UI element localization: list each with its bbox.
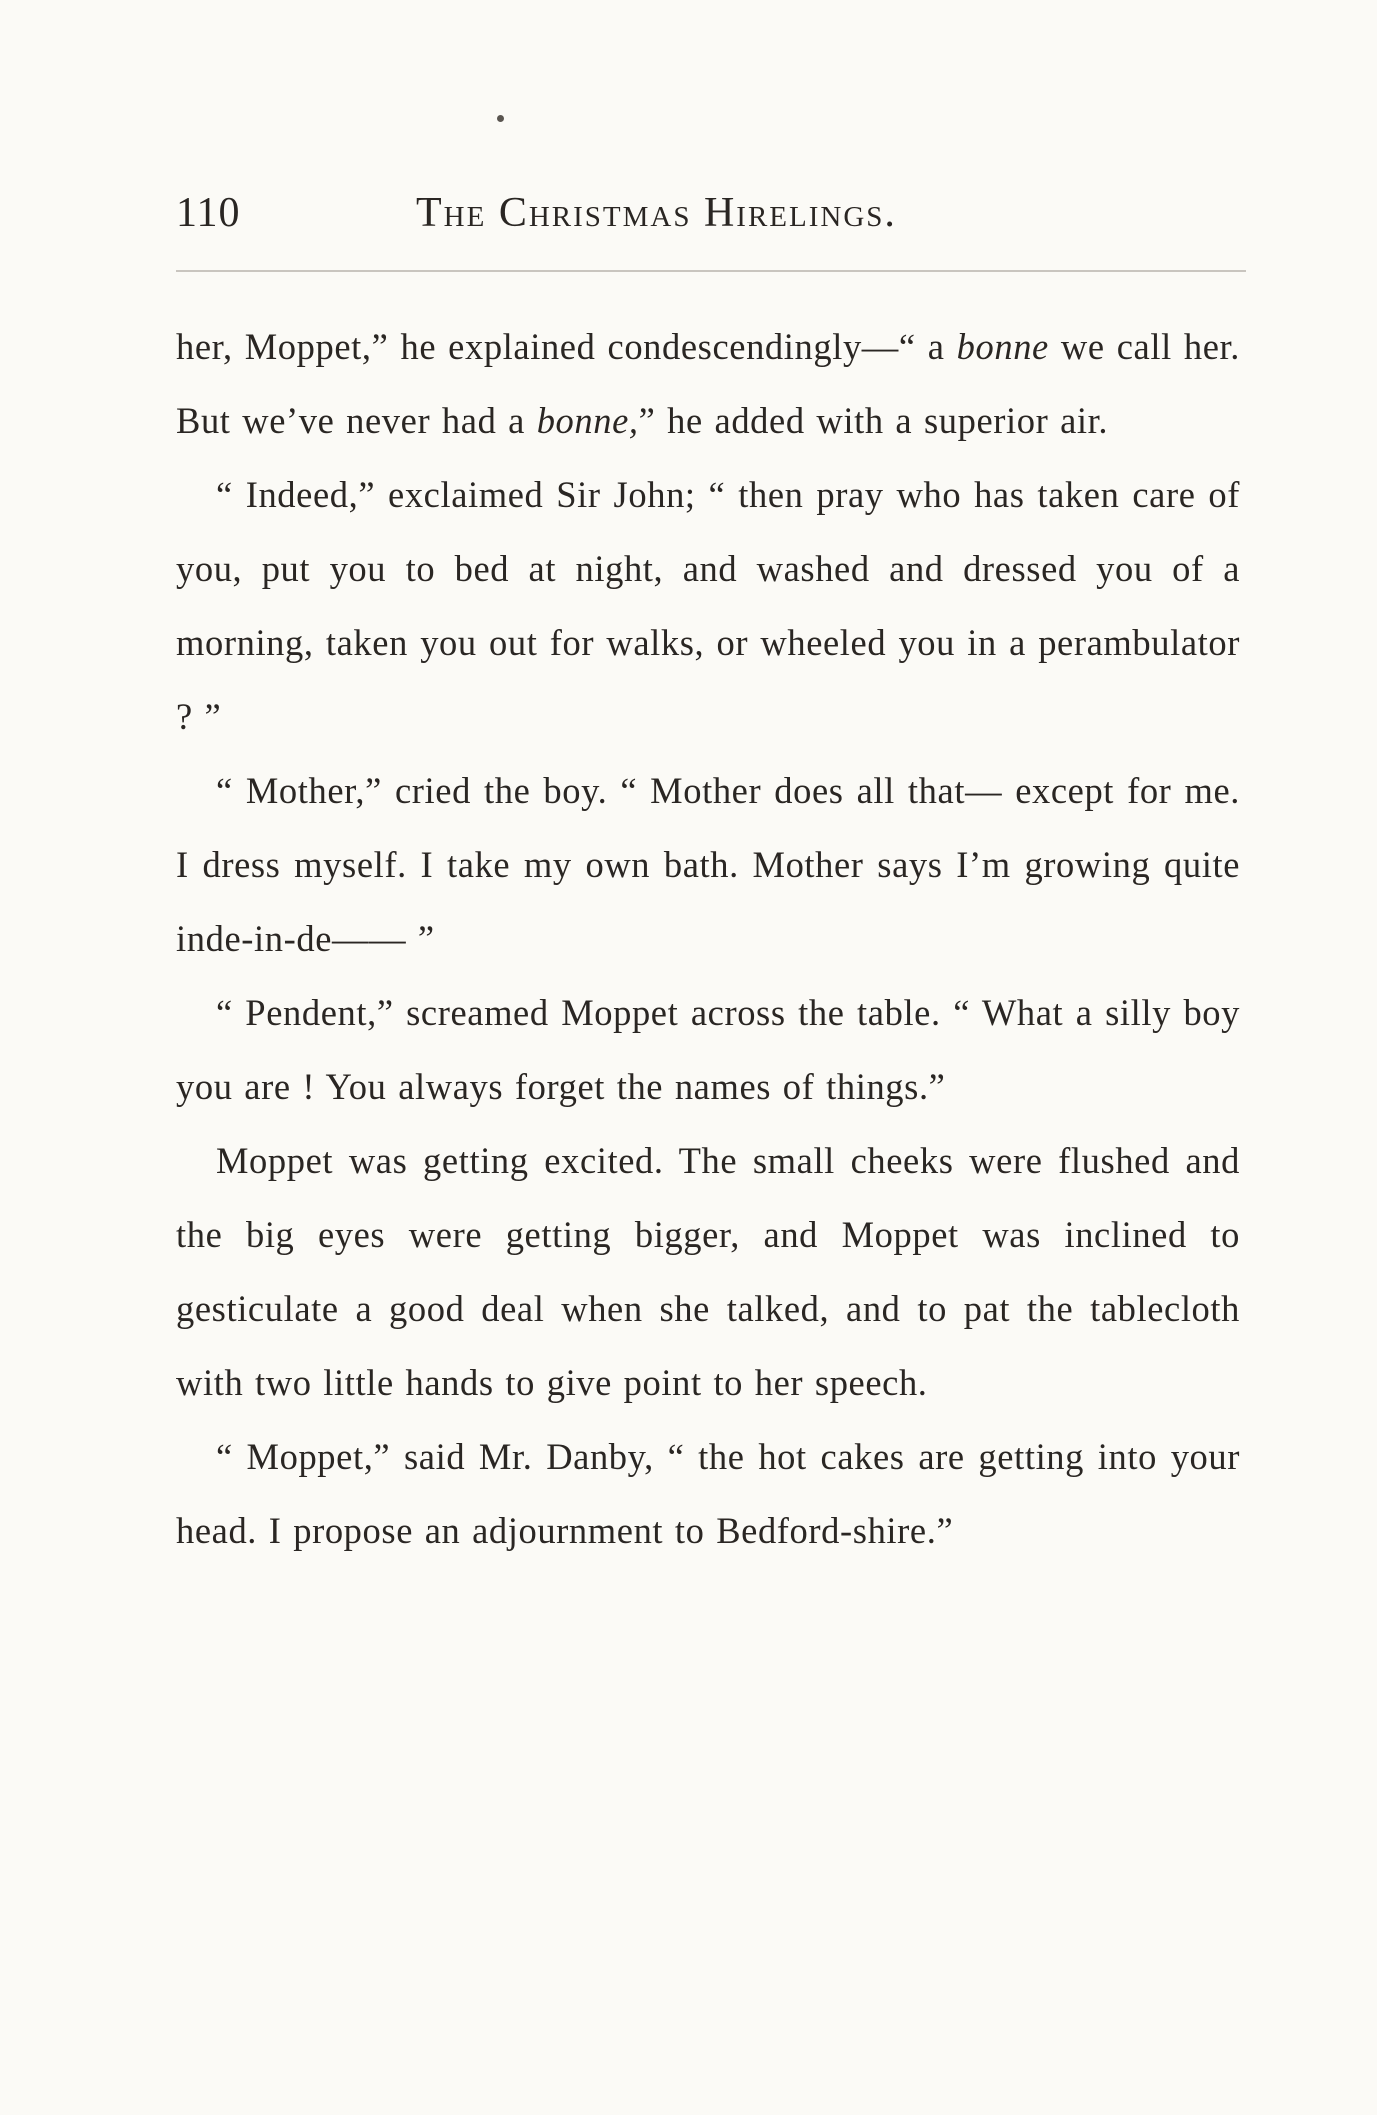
- paragraph: “ Moppet,” said Mr. Danby, “ the hot cakes are getting into your head. I propose an adjournment to Bedford-shire.”: [176, 1436, 1240, 1551]
- running-header: [176, 183, 1246, 243]
- text-run: her, Moppet,” he explained condescendingly—“ a: [176, 326, 957, 367]
- italic-word: bonne: [956, 326, 1049, 367]
- header-rule: [176, 270, 1246, 272]
- text-run: we call her. But we’ve never had a: [176, 326, 1240, 441]
- ink-speck: [497, 115, 504, 122]
- page-number: 110: [176, 190, 241, 236]
- paragraph: “ Pendent,” screamed Moppet across the table. “ What a silly boy you are ! You always forget the names of things.”: [176, 992, 1240, 1107]
- text-run: ” he added with a superior air.: [638, 400, 1109, 441]
- body-text: [176, 310, 1240, 1568]
- paragraph: Moppet was getting excited. The small cheeks were flushed and the big eyes were getting bigger, and Moppet was inclined to gesticulate a good deal when she talked, and to pat the tablecloth with two little hands to give point to her speech.: [176, 1140, 1240, 1403]
- paragraph: “ Mother,” cried the boy. “ Mother does all that— except for me. I dress myself. I take my own bath. Mother says I’m growing quite inde-in-de—— ”: [176, 770, 1240, 959]
- paragraph: “ Indeed,” exclaimed Sir John; “ then pray who has taken care of you, put you to bed at night, and washed and dressed you of a morning, taken you out for walks, or wheeled you in a perambulator ? ”: [176, 474, 1240, 737]
- italic-word: bonne,: [536, 400, 639, 441]
- paragraph-continued: [176, 310, 1240, 458]
- running-title: The Christmas Hirelings.: [416, 190, 897, 236]
